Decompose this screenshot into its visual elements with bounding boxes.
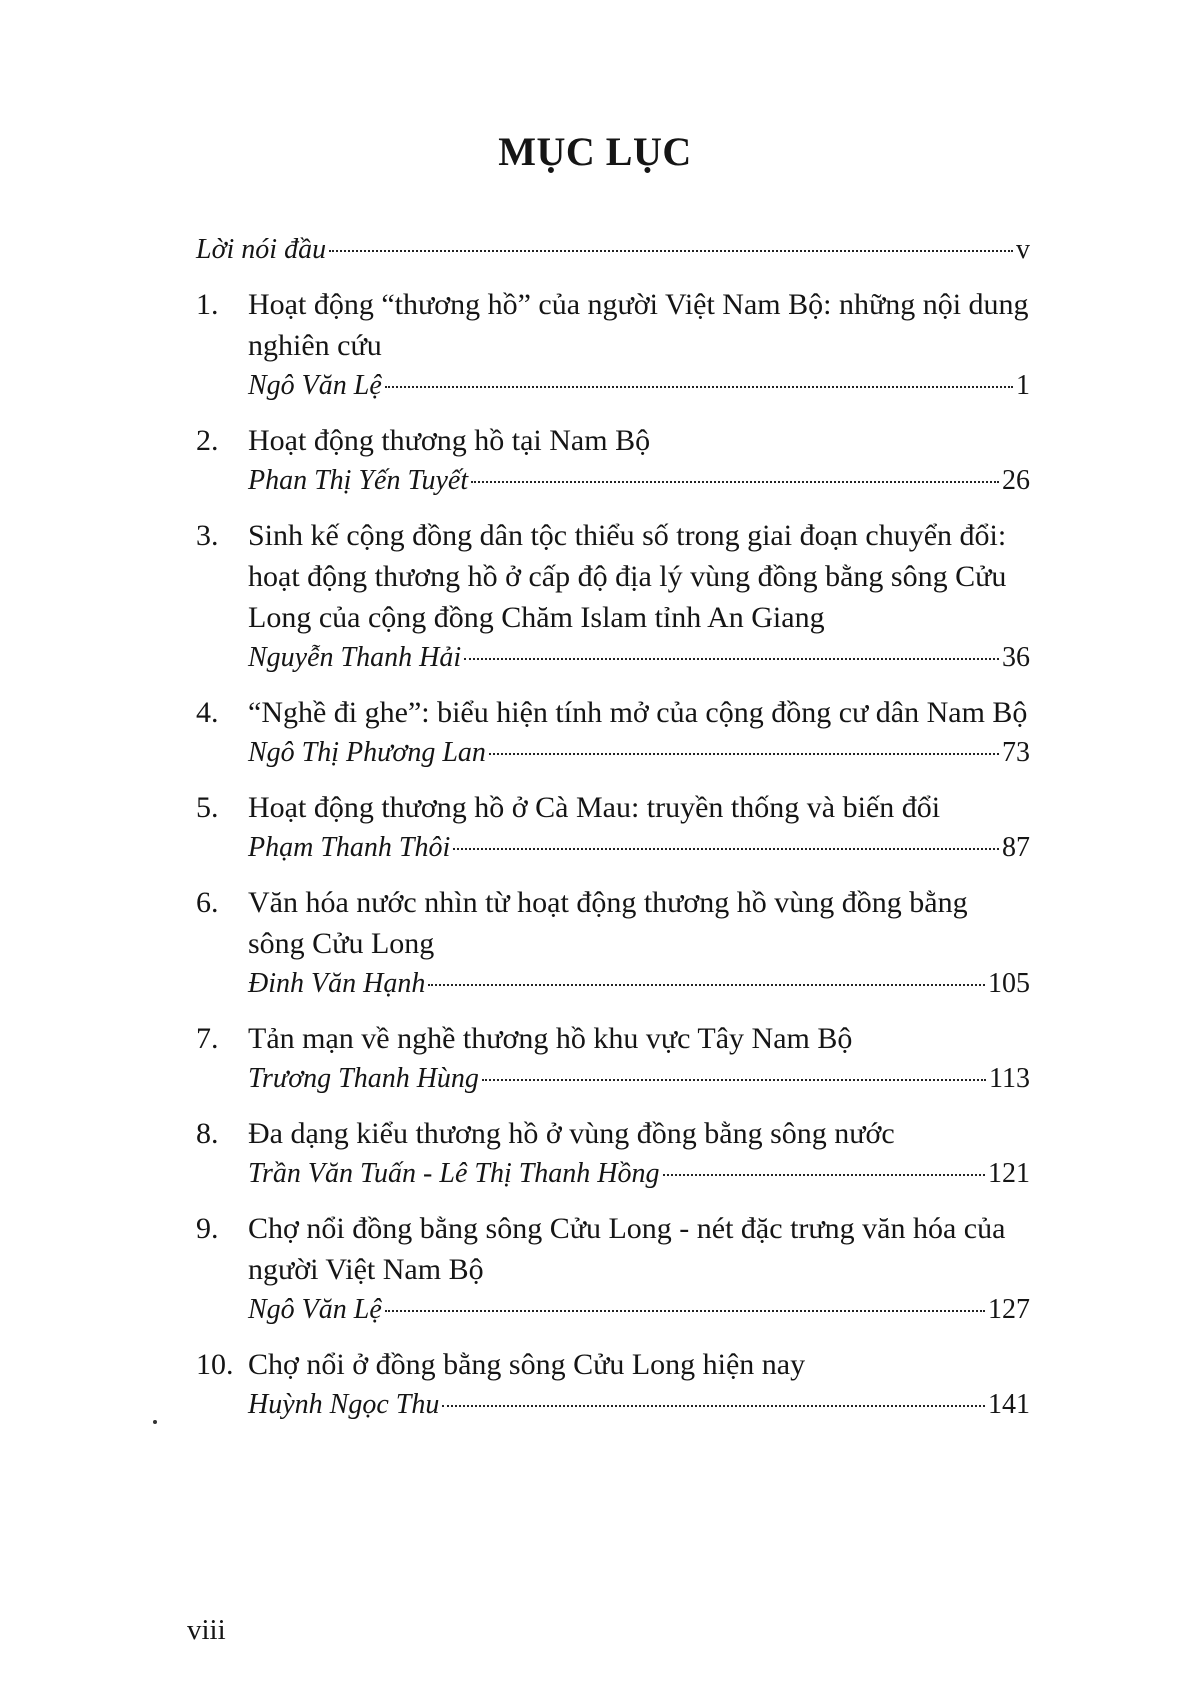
dot-leader [442,1405,985,1407]
toc-entry[interactable] [196,284,1030,406]
preface-label: Lời nói đầu [196,234,327,265]
entry-title: Chợ nổi đồng bằng sông Cửu Long - nét đặc trưng văn hóa của người Việt Nam Bộ [248,1212,1006,1286]
entry-author-line [248,638,1030,678]
entry-author-line [248,1385,1030,1425]
entry-author: Trương Thanh Hùng [248,1063,479,1094]
preface-entry[interactable] [196,230,1030,270]
toc-entry[interactable] [196,787,1030,868]
entry-title: Tản mạn về nghề thương hồ khu vực Tây Nam Bộ [248,1022,853,1055]
dot-leader [663,1174,985,1176]
entry-number: 9. [196,1212,219,1245]
page-number: viii [187,1614,226,1646]
toc-entry[interactable] [196,420,1030,501]
entry-author: Phạm Thanh Thôi [248,832,451,863]
entry-title: “Nghề đi ghe”: biểu hiện tính mở của cộng đồng cư dân Nam Bộ [248,696,1028,729]
entry-number: 2. [196,424,219,457]
dot-leader [482,1079,986,1081]
entry-author-line [248,964,1030,1004]
entry-author-line [248,828,1030,868]
dot-leader [464,658,999,660]
toc-entry-list [196,284,1030,1425]
entry-author-line [248,1059,1030,1099]
toc-entry[interactable] [196,515,1030,678]
toc-entry[interactable] [196,1113,1030,1194]
entry-page: 105 [988,968,1030,999]
entry-page: 127 [988,1294,1030,1325]
table-of-contents [196,230,1030,1425]
dot-leader [428,984,985,986]
toc-entry[interactable] [196,882,1030,1004]
entry-number: 3. [196,519,219,552]
entry-author: Đinh Văn Hạnh [248,968,426,999]
entry-page: 113 [989,1063,1030,1094]
entry-number: 7. [196,1022,219,1055]
entry-title: Chợ nổi ở đồng bằng sông Cửu Long hiện nay [248,1348,806,1381]
entry-title: Đa dạng kiểu thương hồ ở vùng đồng bằng sông nước [248,1117,895,1150]
entry-title: Sinh kế cộng đồng dân tộc thiểu số trong giai đoạn chuyển đổi: hoạt động thương hồ ở cấp độ địa lý vùng đồng bằng sông Cửu Long của cộng đồng Chăm Islam tỉnh An Giang [248,519,1007,634]
entry-number: 8. [196,1117,219,1150]
entry-author: Huỳnh Ngọc Thu [248,1389,440,1420]
dot-leader [489,753,999,755]
entry-author: Phan Thị Yến Tuyết [248,465,469,496]
dot-leader [385,1310,985,1312]
toc-entry[interactable] [196,692,1030,773]
entry-number: 5. [196,791,219,824]
entry-author: Nguyễn Thanh Hải [248,642,462,673]
entry-author-line [248,461,1030,501]
entry-page: 141 [988,1389,1030,1420]
entry-author-line [248,366,1030,406]
entry-number: 4. [196,696,219,729]
toc-entry[interactable] [196,1208,1030,1330]
entry-author: Ngô Thị Phương Lan [248,737,486,768]
dot-leader [385,386,1013,388]
entry-page: 26 [1002,465,1030,496]
entry-author: Ngô Văn Lệ [248,1294,382,1325]
entry-page: 36 [1002,642,1030,673]
entry-page: 1 [1016,370,1030,401]
page-title: MỤC LỤC [498,129,692,174]
dot-leader [329,250,1013,252]
entry-author-line [248,1290,1030,1330]
stray-dot-mark [153,1420,157,1424]
entry-title: Văn hóa nước nhìn từ hoạt động thương hồ vùng đồng bằng sông Cửu Long [248,886,968,960]
entry-author: Trần Văn Tuấn - Lê Thị Thanh Hồng [248,1158,660,1189]
entry-author-line [248,1154,1030,1194]
entry-number: 1. [196,288,219,321]
entry-title: Hoạt động “thương hồ” của người Việt Nam Bộ: những nội dung nghiên cứu [248,288,1029,362]
entry-title: Hoạt động thương hồ ở Cà Mau: truyền thống và biến đổi [248,791,941,824]
entry-page: 121 [988,1158,1030,1189]
entry-title: Hoạt động thương hồ tại Nam Bộ [248,424,651,457]
preface-page: v [1016,234,1030,265]
dot-leader [471,481,999,483]
entry-page: 87 [1002,832,1030,863]
entry-author: Ngô Văn Lệ [248,370,382,401]
entry-page: 73 [1002,737,1030,768]
dot-leader [453,848,999,850]
entry-number: 10. [196,1348,234,1381]
entry-number: 6. [196,886,219,919]
toc-entry[interactable] [196,1344,1030,1425]
toc-entry[interactable] [196,1018,1030,1099]
entry-author-line [248,733,1030,773]
